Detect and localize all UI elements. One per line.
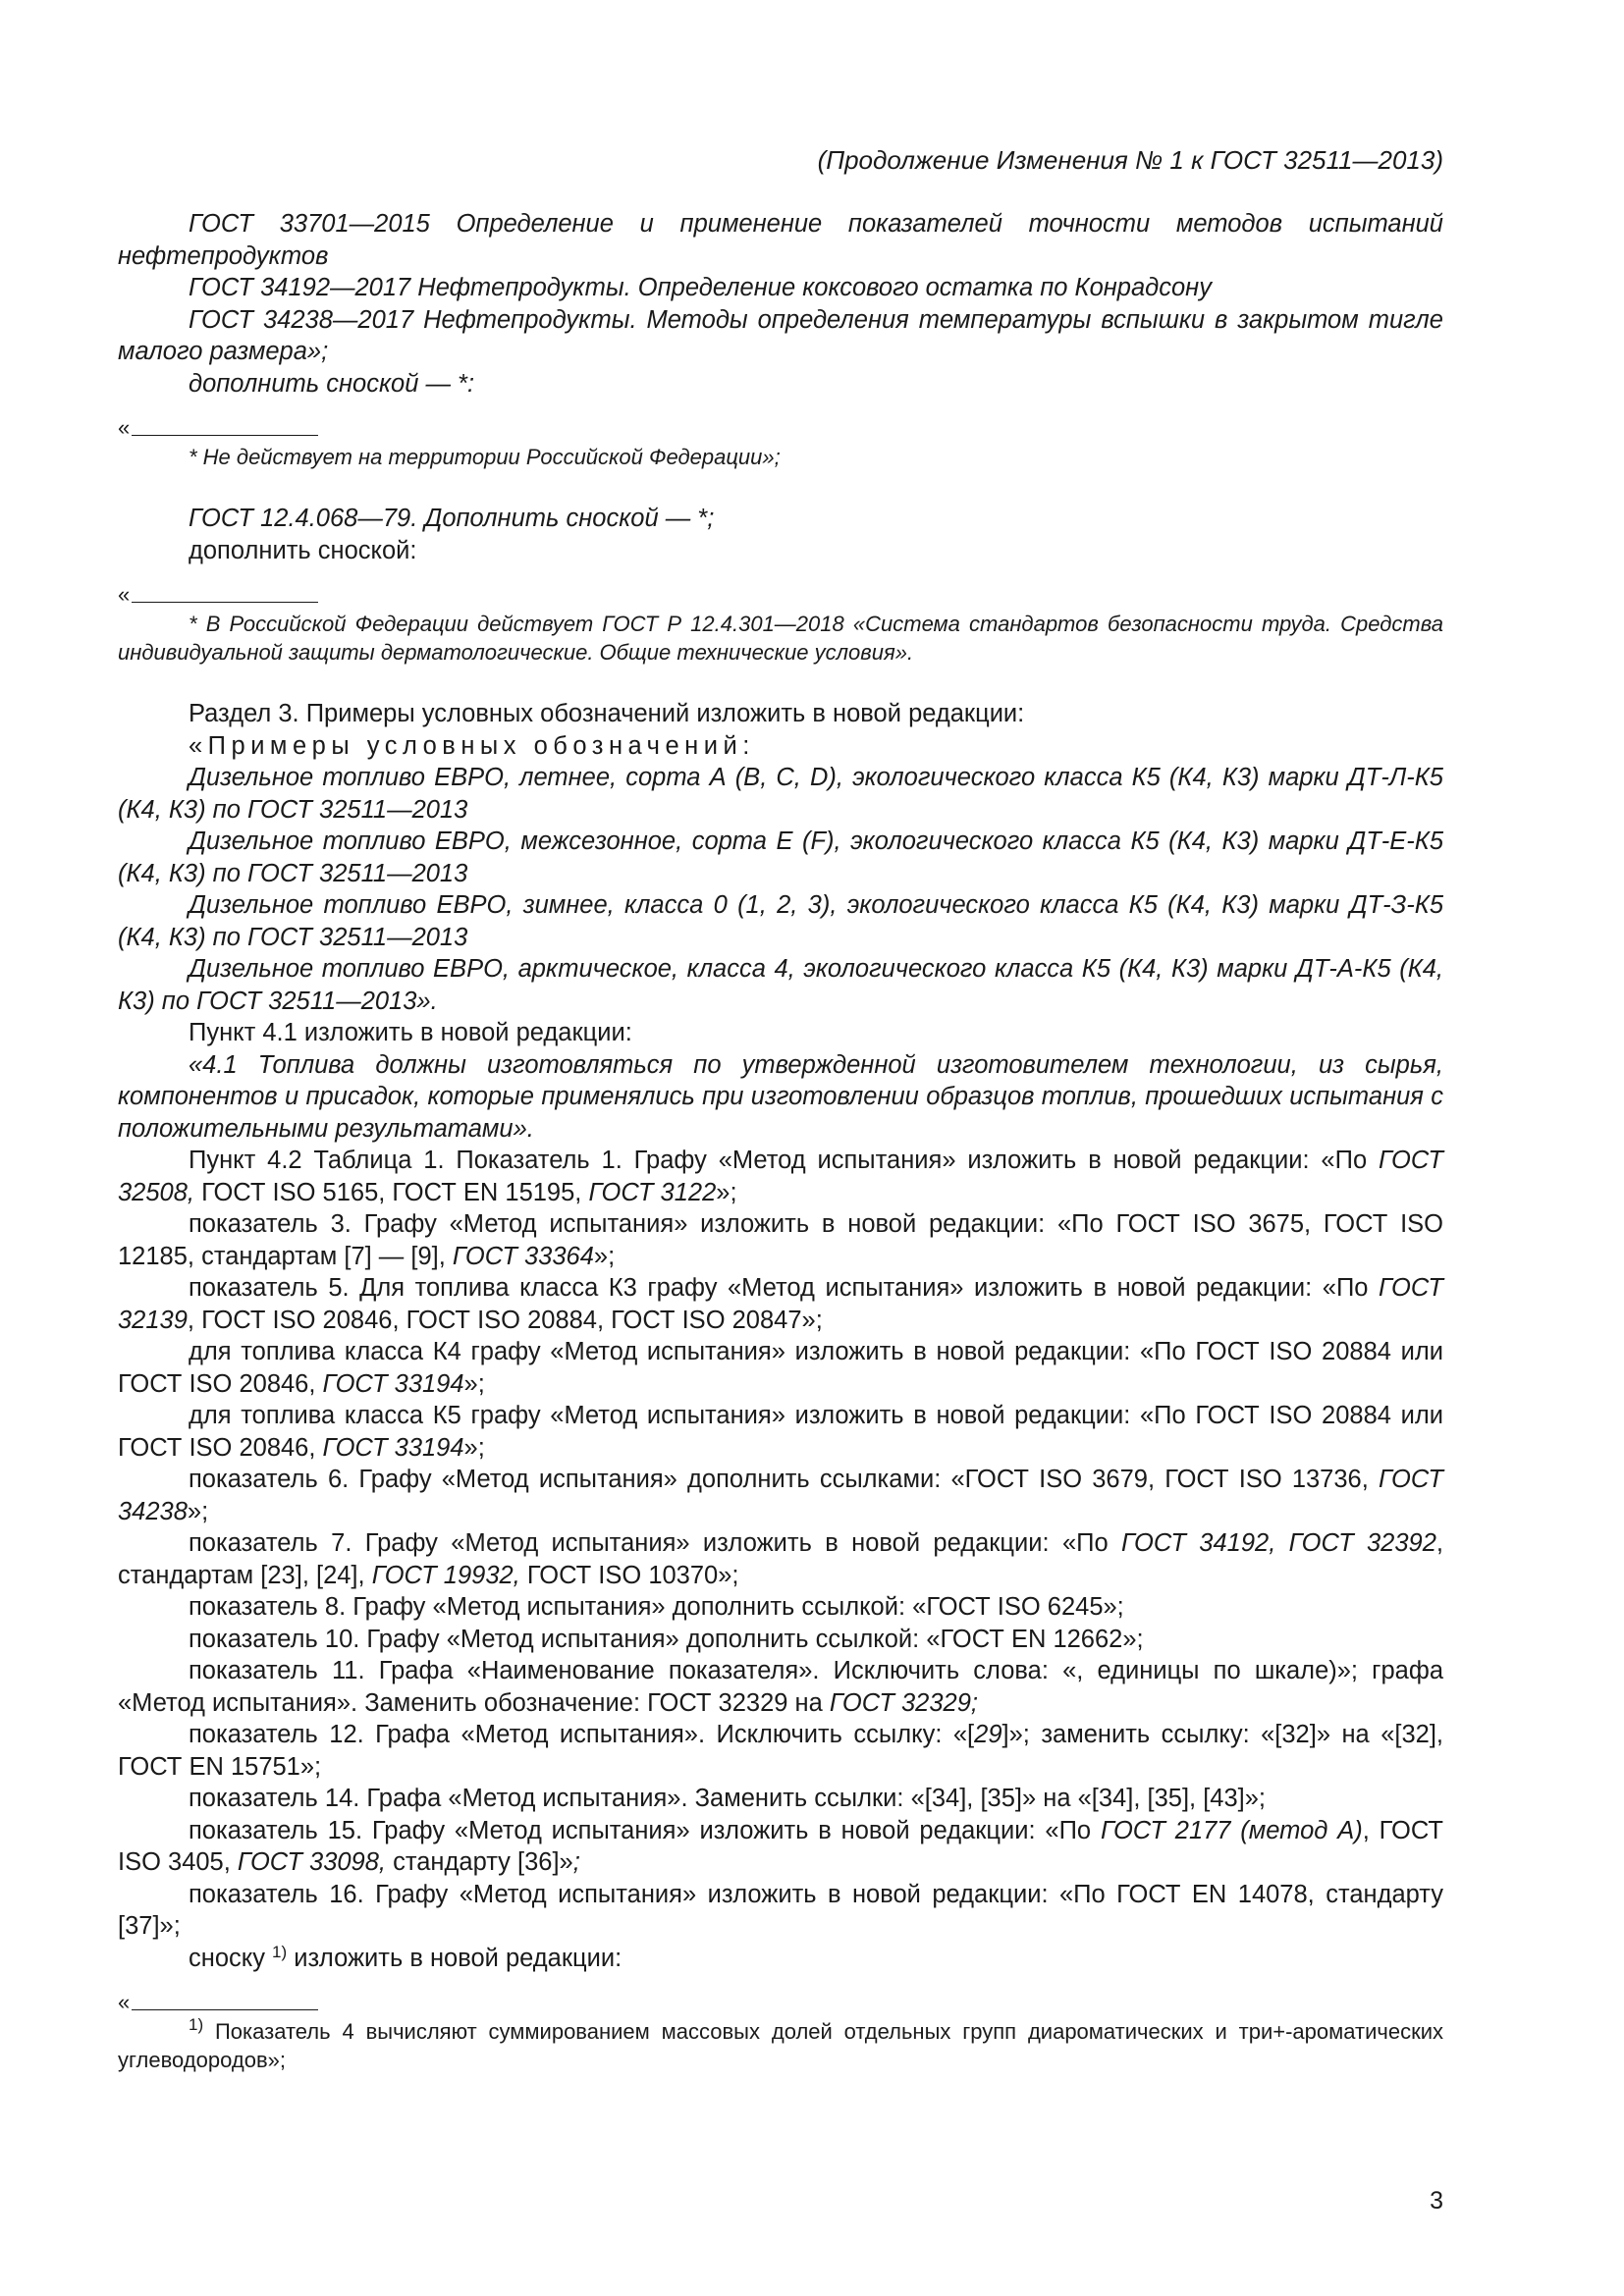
footnote-1-instruction: сноску $^{1)}$ изложить в новой редакции: bbox=[189, 1942, 623, 1972]
instruction-add-footnote: дополнить сноской — *: bbox=[189, 369, 475, 398]
section-3-subtitle: «Примеры условных обозначений: bbox=[189, 731, 755, 760]
clause-4-1-text: «4.1 Топлива должны изготовляться по утвержденной изготовителем технологии, из сырья, компонентов и присадок, которые применялись при изготовлении образцов топлив, прошедших испытания с положительными результатами». bbox=[118, 1050, 1443, 1143]
indicator-12: показатель 12. Графа «Метод испытания». Исключить ссылку: «[29]»; заменить ссылку: «[32]» на «[32], ГОСТ EN 15751»; bbox=[118, 1721, 1443, 1781]
add-footnote-line: дополнить сноской: bbox=[189, 536, 417, 564]
indicator-10: показатель 10. Графу «Метод испытания» дополнить ссылкой: «ГОСТ EN 12662»; bbox=[189, 1625, 1144, 1653]
document-body bbox=[118, 208, 1443, 2074]
example-winter: Дизельное топливо ЕВРО, зимнее, класса 0 (1, 2, 3), экологического класса К5 (К4, К3) марки ДТ-З-К5 (К4, К3) по ГОСТ 32511—2013 bbox=[118, 891, 1443, 951]
indicator-5: показатель 5. Для топлива класса К3 графу «Метод испытания» изложить в новой редакции: «По ГОСТ 32139, ГОСТ ISO 20846, ГОСТ ISO 20884, ГОСТ ISO 20847»; bbox=[118, 1274, 1443, 1334]
indicator-8: показатель 8. Графу «Метод испытания» дополнить ссылкой: «ГОСТ ISO 6245»; bbox=[189, 1593, 1124, 1621]
indicator-11: показатель 11. Графа «Наименование показателя». Исключить слова: «, единицы по шкале)»; графа «Метод испытания». Заменить обозначение: ГОСТ 32329 на ГОСТ 32329; bbox=[118, 1657, 1443, 1717]
example-arctic: Дизельное топливо ЕВРО, арктическое, класса 4, экологического класса К5 (К4, К3) марки ДТ-А-К5 (К4, К3) по ГОСТ 32511—2013». bbox=[118, 955, 1443, 1015]
section-3-title: Раздел 3. Примеры условных обозначений изложить в новой редакции: bbox=[189, 700, 1025, 727]
opening-quote: « bbox=[118, 582, 131, 607]
footnote-separator bbox=[118, 1992, 1443, 2017]
footnote-rule bbox=[132, 602, 318, 603]
footnote-not-in-force: * Не действует на территории Российской Федерации»; bbox=[189, 445, 781, 469]
indicator-6: показатель 6. Графу «Метод испытания» дополнить ссылками: «ГОСТ ISO 3679, ГОСТ ISO 13736, ГОСТ 34238»; bbox=[118, 1466, 1443, 1525]
indicator-7: показатель 7. Графу «Метод испытания» изложить в новой редакции: «По ГОСТ 34192, ГОСТ 32392, стандартам [23], [24], ГОСТ 19932, ГОСТ ISO 10370»; bbox=[118, 1529, 1443, 1589]
gost-12-4-068-text: ГОСТ 12.4.068—79. Дополнить сноской — *; bbox=[189, 505, 715, 532]
indicator-14: показатель 14. Графа «Метод испытания». Заменить ссылки: «[34], [35]» на «[34], [35], [43]»; bbox=[189, 1785, 1266, 1812]
footnote-indicator-4: $^{1)}$ Показатель 4 вычисляют суммированием массовых долей отдельных групп диароматических и три+-ароматических углеводородов»; bbox=[118, 2015, 1443, 2072]
clause-4-2-indicator-1: Пункт 4.2 Таблица 1. Показатель 1. Графу «Метод испытания» изложить в новой редакции: «По ГОСТ 32508, ГОСТ ISO 5165, ГОСТ EN 15195, ГОСТ 3122»; bbox=[118, 1147, 1443, 1206]
example-summer: Дизельное топливо ЕВРО, летнее, сорта А (В, С, D), экологического класса К5 (К4, К3) марки ДТ-Л-К5 (К4, К3) по ГОСТ 32511—2013 bbox=[118, 764, 1443, 824]
footnote-rule bbox=[132, 435, 318, 436]
document-page bbox=[118, 0, 1443, 2296]
indicator-5-class-k4: для топлива класса К4 графу «Метод испытания» изложить в новой редакции: «По ГОСТ ISO 20884 или ГОСТ ISO 20846, ГОСТ 33194»; bbox=[118, 1338, 1443, 1398]
indicator-15: показатель 15. Графу «Метод испытания» изложить в новой редакции: «По ГОСТ 2177 (метод А), ГОСТ ISO 3405, ГОСТ 33098, стандарту [36]»; bbox=[118, 1816, 1443, 1876]
footnote-gost-r: * В Российской Федерации действует ГОСТ Р 12.4.301—2018 «Система стандартов безопасности труда. Средства индивидуальной защиты дерматологические. Общие технические условия». bbox=[118, 612, 1443, 665]
footnote-rule bbox=[132, 2009, 318, 2010]
clause-4-1-title: Пункт 4.1 изложить в новой редакции: bbox=[189, 1019, 632, 1046]
example-interseason: Дизельное топливо ЕВРО, межсезонное, сорта Е (F), экологического класса К5 (К4, К3) марки ДТ-Е-К5 (К4, К3) по ГОСТ 32511—2013 bbox=[118, 828, 1443, 887]
ref-gost-33701: ГОСТ 33701—2015 Определение и применение показателей точности методов испытаний нефтепродуктов bbox=[118, 210, 1443, 270]
running-header: (Продолжение Изменения № 1 к ГОСТ 32511—2013) bbox=[817, 145, 1443, 175]
opening-quote: « bbox=[118, 1990, 131, 2014]
ref-gost-34192: ГОСТ 34192—2017 Нефтепродукты. Определение коксового остатка по Конрадсону bbox=[189, 274, 1212, 301]
footnote-separator bbox=[118, 417, 1443, 443]
indicator-5-class-k5: для топлива класса К5 графу «Метод испытания» изложить в новой редакции: «По ГОСТ ISO 20884 или ГОСТ ISO 20846, ГОСТ 33194»; bbox=[118, 1402, 1443, 1462]
indicator-3: показатель 3. Графу «Метод испытания» изложить в новой редакции: «По ГОСТ ISO 3675, ГОСТ ISO 12185, стандартам [7] — [9], ГОСТ 33364»; bbox=[118, 1210, 1443, 1270]
indicator-16: показатель 16. Графу «Метод испытания» изложить в новой редакции: «По ГОСТ EN 14078, стандарту [37]»; bbox=[118, 1880, 1443, 1940]
footnote-separator bbox=[118, 584, 1443, 610]
page-number: 3 bbox=[1430, 2187, 1443, 2215]
ref-gost-34238: ГОСТ 34238—2017 Нефтепродукты. Методы определения температуры вспышки в закрытом тигле малого размера»; bbox=[118, 305, 1443, 365]
opening-quote: « bbox=[118, 415, 131, 440]
gost-12-4-068-line bbox=[118, 503, 1443, 535]
